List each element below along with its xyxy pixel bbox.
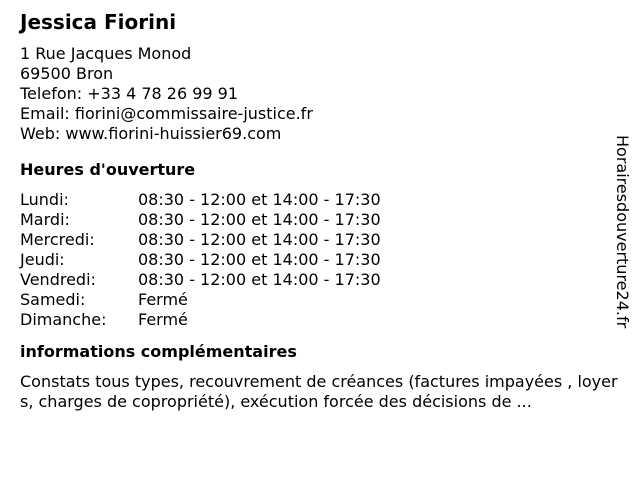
day-label: Mercredi: <box>20 230 95 249</box>
day-hours: Fermé <box>138 290 188 309</box>
day-label: Dimanche: <box>20 310 107 329</box>
day-label: Lundi: <box>20 190 69 209</box>
day-hours: 08:30 - 12:00 et 14:00 - 17:30 <box>138 190 381 209</box>
hours-row-wednesday <box>20 230 620 250</box>
day-hours: Fermé <box>138 310 188 329</box>
street-address: 1 Rue Jacques Monod <box>20 44 192 63</box>
hours-row-friday <box>20 270 620 290</box>
site-watermark: Horairesdouverture24.fr <box>613 135 632 329</box>
city-postcode: 69500 Bron <box>20 64 114 83</box>
business-name: Jessica Fiorini <box>20 10 177 34</box>
day-hours: 08:30 - 12:00 et 14:00 - 17:30 <box>138 250 381 269</box>
day-hours: 08:30 - 12:00 et 14:00 - 17:30 <box>138 210 381 229</box>
hours-row-thursday <box>20 250 620 270</box>
opening-hours-table <box>20 190 620 330</box>
email-address: Email: fiorini@commissaire-justice.fr <box>20 104 313 123</box>
day-label: Vendredi: <box>20 270 96 289</box>
day-hours: 08:30 - 12:00 et 14:00 - 17:30 <box>138 230 381 249</box>
day-label: Mardi: <box>20 210 70 229</box>
website-url: Web: www.fiorini-huissier69.com <box>20 124 282 143</box>
hours-row-sunday <box>20 310 620 330</box>
hours-row-tuesday <box>20 210 620 230</box>
business-card <box>20 8 620 412</box>
additional-info-title: informations complémentaires <box>20 342 297 361</box>
day-label: Jeudi: <box>20 250 65 269</box>
day-label: Samedi: <box>20 290 86 309</box>
additional-info-text: Constats tous types, recouvrement de créances (factures impayées , loyers, charges de copropriété), exécution forcée des décisions de ... <box>20 372 618 411</box>
day-hours: 08:30 - 12:00 et 14:00 - 17:30 <box>138 270 381 289</box>
hours-row-monday <box>20 190 620 210</box>
opening-hours-title: Heures d'ouverture <box>20 160 196 179</box>
hours-row-saturday <box>20 290 620 310</box>
phone-number: Telefon: +33 4 78 26 99 91 <box>20 84 239 103</box>
